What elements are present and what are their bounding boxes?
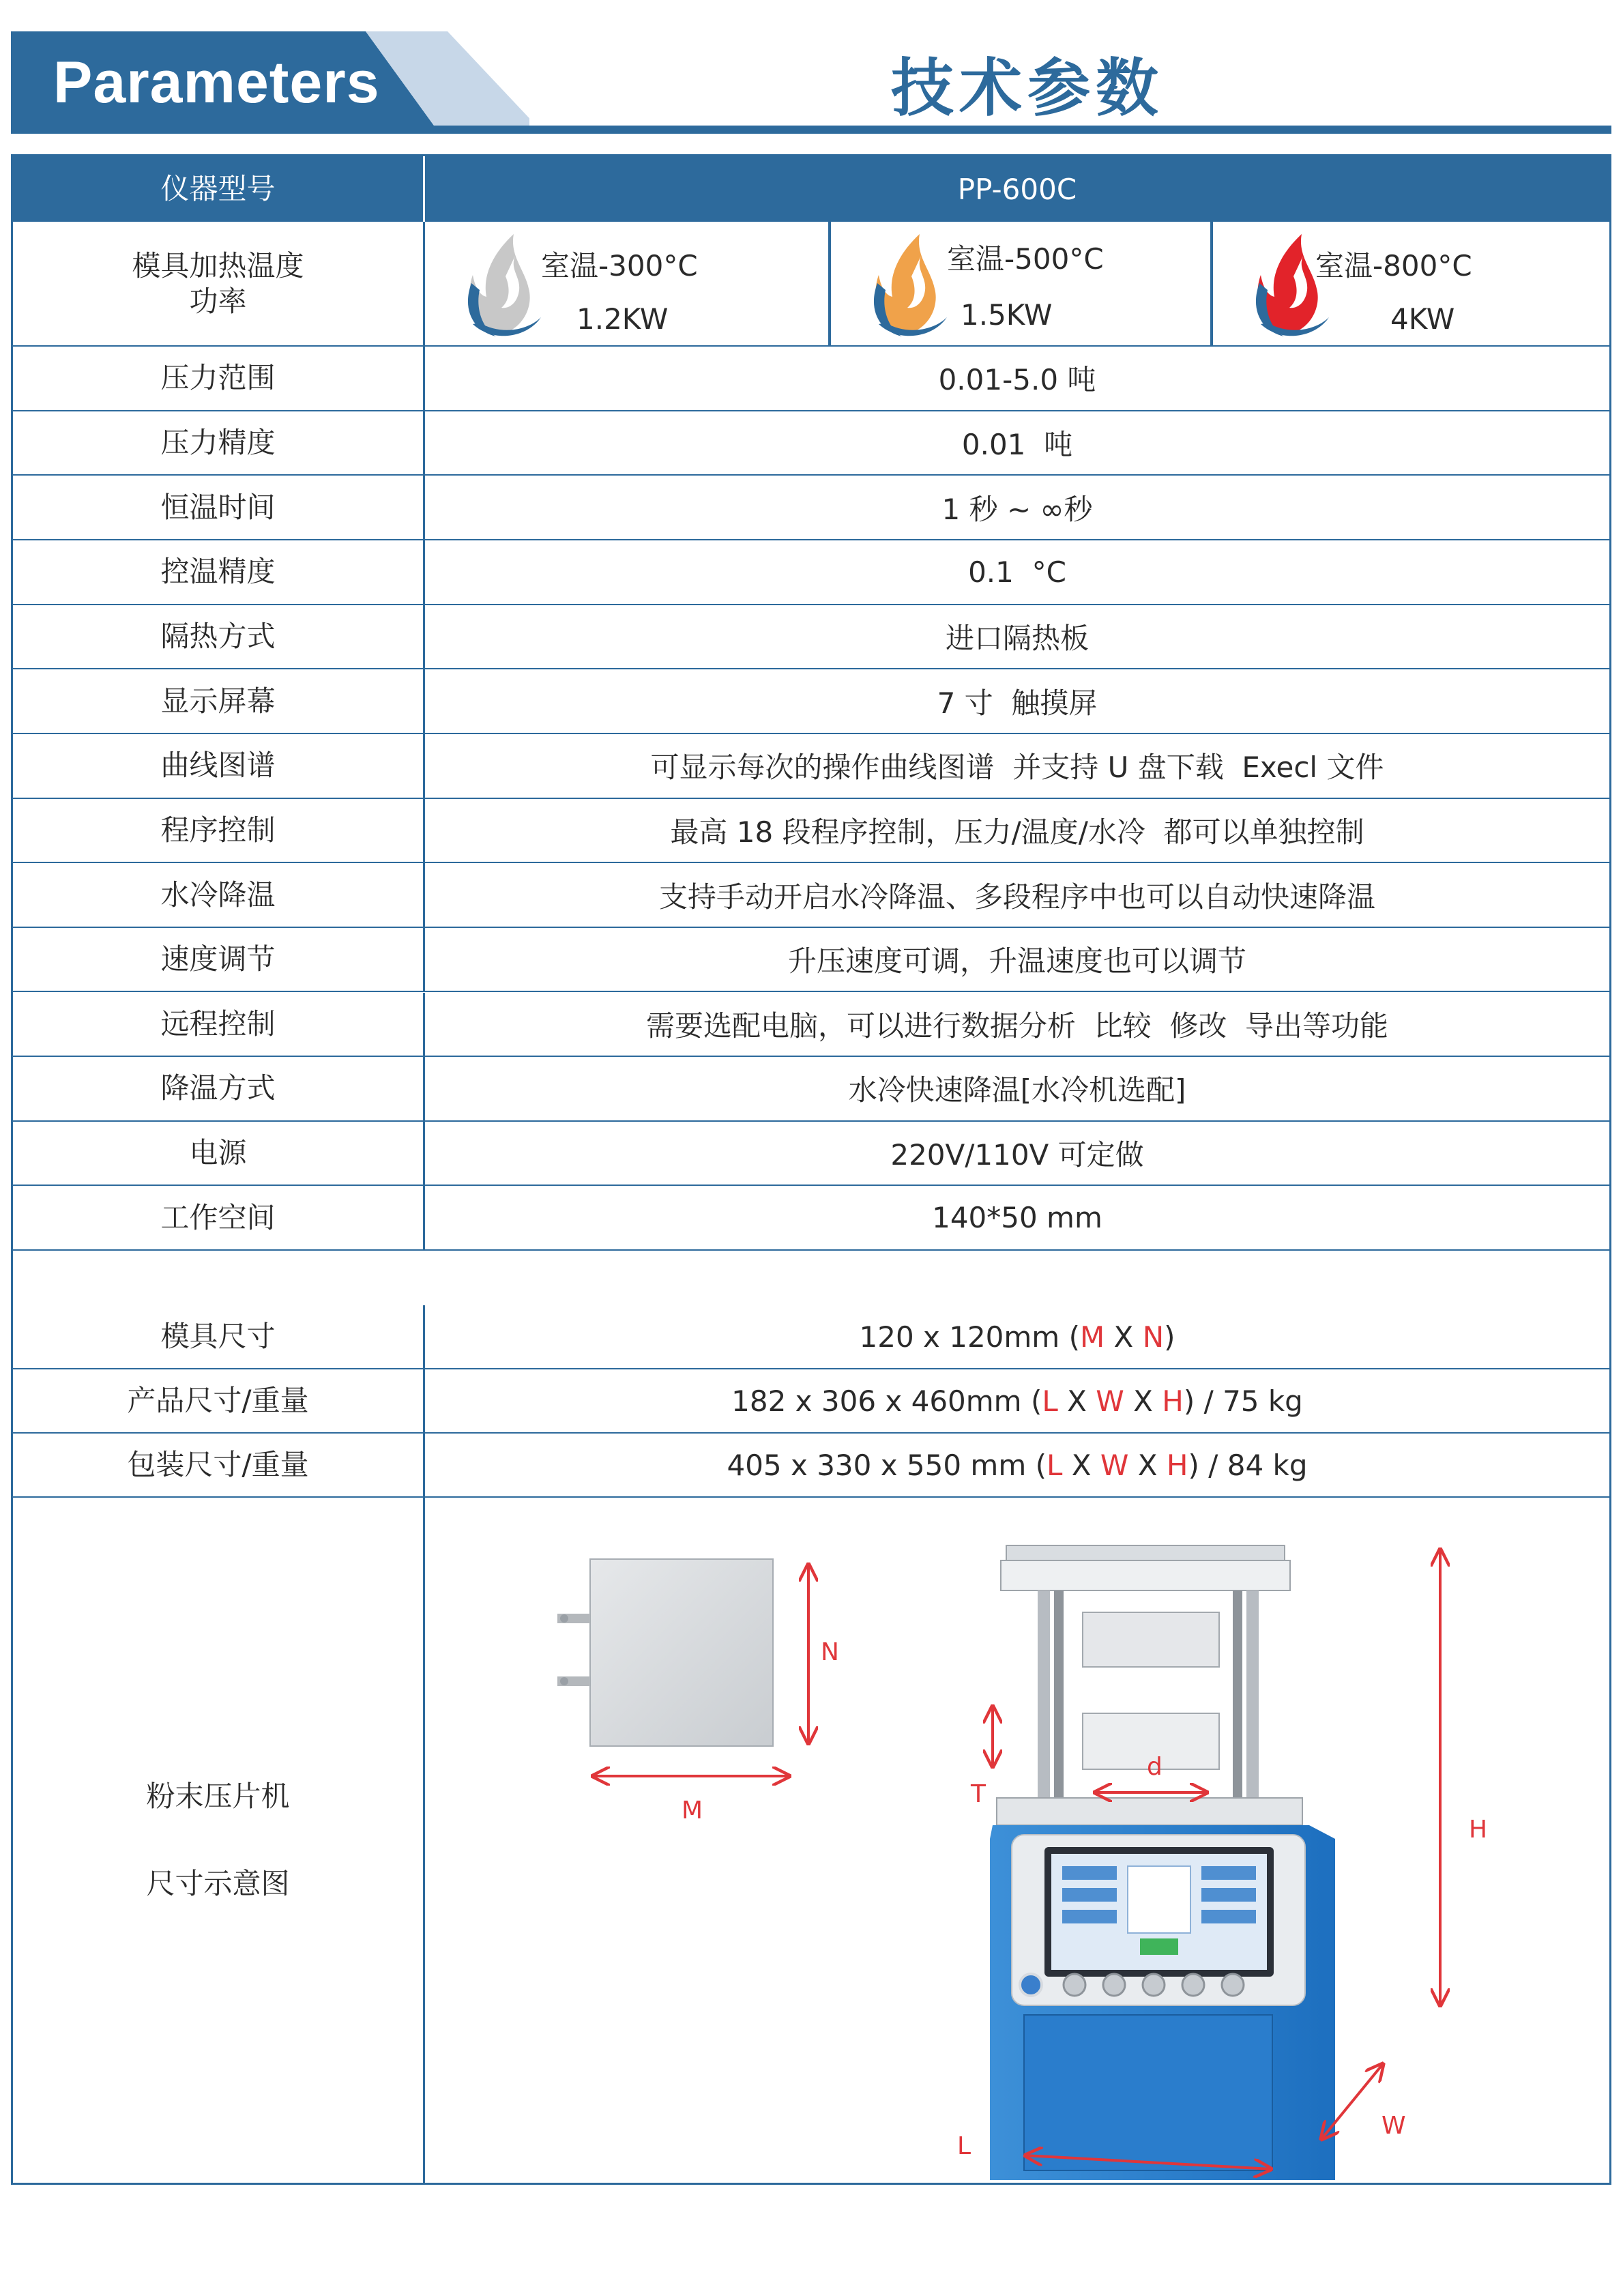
product-suffix: ) / 75 kg xyxy=(1183,1384,1303,1418)
dim-t-label: T xyxy=(971,1780,986,1808)
heat-label-line2: 功率 xyxy=(189,284,247,318)
table-row xyxy=(13,993,1609,1058)
product-row xyxy=(13,1369,1609,1434)
parameters-table xyxy=(11,154,1611,2185)
package-x1: X xyxy=(1062,1448,1100,1482)
dim-h-label: H xyxy=(1469,1816,1488,1844)
row-value: 升压速度可调，升温速度也可以调节 xyxy=(787,944,1246,978)
heat-power-1: 1.2KW xyxy=(576,302,669,336)
mold-value xyxy=(425,1305,1609,1368)
product-prefix: 182 x 306 x 460mm ( xyxy=(731,1384,1042,1418)
table-row xyxy=(13,347,1609,411)
table-row xyxy=(13,605,1609,670)
table-row xyxy=(13,540,1609,605)
row-value: 1 秒 ~ ∞秒 xyxy=(941,492,1093,526)
table-row xyxy=(13,1186,1609,1251)
product-value xyxy=(425,1369,1609,1432)
mold-suffix: ) xyxy=(1164,1320,1175,1354)
row-value: 0.1 °C xyxy=(968,555,1066,589)
product-x2: X xyxy=(1124,1384,1163,1418)
table-row xyxy=(13,928,1609,993)
dim-n-label: N xyxy=(821,1638,839,1666)
heat-options xyxy=(425,222,1609,345)
table-row xyxy=(13,863,1609,928)
heat-temp-3: 室温-800°C xyxy=(1315,249,1472,282)
product-x1: X xyxy=(1057,1384,1096,1418)
table-row xyxy=(13,734,1609,799)
heat-label xyxy=(13,222,425,345)
heat-power-2: 1.5KW xyxy=(961,298,1053,332)
dimension-diagram xyxy=(425,1498,1609,2183)
product-h: H xyxy=(1162,1384,1184,1418)
package-w: W xyxy=(1100,1448,1129,1482)
row-label: 电源 xyxy=(13,1122,425,1185)
row-value: 最高 18 段程序控制，压力/温度/水冷 都可以单独控制 xyxy=(670,815,1364,849)
heat-label-line1: 模具加热温度 xyxy=(132,248,304,282)
product-w: W xyxy=(1096,1384,1124,1418)
title-cn: 技术参数 xyxy=(891,52,1165,125)
row-value: 水冷快速降温[水冷机选配] xyxy=(848,1073,1186,1107)
mold-n: N xyxy=(1142,1320,1165,1354)
row-label: 控温精度 xyxy=(13,540,425,604)
dim-w-label: W xyxy=(1381,2112,1406,2140)
row-label: 显示屏幕 xyxy=(13,669,425,733)
package-x2: X xyxy=(1128,1448,1167,1482)
row-label: 隔热方式 xyxy=(13,605,425,669)
press-machine xyxy=(990,1545,1335,2180)
dim-d-label: d xyxy=(1147,1753,1163,1781)
heat-power-3: 4KW xyxy=(1390,302,1455,336)
flame-gray-icon xyxy=(466,229,541,338)
row-label: 速度调节 xyxy=(13,928,425,991)
heat-temp-1: 室温-300°C xyxy=(541,249,698,282)
package-label: 包装尺寸/重量 xyxy=(13,1434,425,1496)
heat-option-3 xyxy=(1213,222,1611,345)
row-label: 水冷降温 xyxy=(13,863,425,927)
table-header-row xyxy=(13,156,1609,222)
model-label: 仪器型号 xyxy=(13,156,425,222)
mold-m: M xyxy=(1079,1320,1105,1354)
dim-m-label: M xyxy=(682,1797,703,1825)
table-row xyxy=(13,476,1609,540)
product-label: 产品尺寸/重量 xyxy=(13,1369,425,1432)
package-l: L xyxy=(1047,1448,1063,1482)
row-value: 140*50 mm xyxy=(932,1201,1102,1235)
heat-temp-2: 室温-500°C xyxy=(947,242,1104,276)
row-label: 降温方式 xyxy=(13,1057,425,1120)
row-label: 压力范围 xyxy=(13,347,425,410)
product-l: L xyxy=(1042,1384,1058,1418)
header-rule xyxy=(11,126,1611,134)
mold-plate xyxy=(557,1559,773,1746)
table-row xyxy=(13,411,1609,476)
diagram-label-line1: 粉末压片机 xyxy=(146,1779,290,1813)
row-value: 可显示每次的操作曲线图谱 并支持 U 盘下载 Execl 文件 xyxy=(650,751,1384,785)
diagram-drawing xyxy=(425,1498,1609,2183)
row-label: 工作空间 xyxy=(13,1186,425,1249)
table-row xyxy=(13,799,1609,864)
model-value: PP-600C xyxy=(957,172,1077,206)
page-header xyxy=(11,31,1611,134)
table-row xyxy=(13,1057,1609,1122)
mold-label: 模具尺寸 xyxy=(13,1305,425,1368)
package-prefix: 405 x 330 x 550 mm ( xyxy=(727,1448,1047,1482)
table-row xyxy=(13,669,1609,734)
title-tab xyxy=(11,31,529,128)
row-label: 曲线图谱 xyxy=(13,734,425,798)
package-row xyxy=(13,1434,1609,1498)
package-value xyxy=(425,1434,1609,1496)
heat-option-1 xyxy=(425,222,831,345)
flame-orange-icon xyxy=(872,229,947,338)
row-value: 0.01 吨 xyxy=(961,427,1073,461)
row-label: 恒温时间 xyxy=(13,476,425,539)
diagram-label-line2: 尺寸示意图 xyxy=(146,1867,290,1900)
mold-prefix: 120 x 120mm ( xyxy=(859,1320,1080,1354)
row-value: 进口隔热板 xyxy=(945,621,1089,655)
row-value: 支持手动开启水冷降温、多段程序中也可以自动快速降温 xyxy=(658,880,1375,914)
diagram-label xyxy=(13,1498,425,2183)
heat-option-2 xyxy=(831,222,1213,345)
mold-row xyxy=(13,1305,1609,1369)
diagram-row xyxy=(13,1498,1609,2183)
row-label: 远程控制 xyxy=(13,993,425,1056)
heat-row xyxy=(13,222,1609,347)
row-value: 0.01-5.0 吨 xyxy=(938,363,1096,397)
mold-x: X xyxy=(1105,1320,1143,1354)
row-label: 压力精度 xyxy=(13,411,425,475)
dim-l-label: L xyxy=(957,2132,971,2160)
package-h: H xyxy=(1166,1448,1188,1482)
package-suffix: ) / 84 kg xyxy=(1188,1448,1308,1482)
row-value: 220V/110V 可定做 xyxy=(890,1138,1144,1172)
title-en: Parameters xyxy=(53,50,380,115)
table-row xyxy=(13,1122,1609,1187)
row-label: 程序控制 xyxy=(13,799,425,862)
row-value: 7 寸 触摸屏 xyxy=(937,686,1098,720)
row-value: 需要选配电脑，可以进行数据分析 比较 修改 导出等功能 xyxy=(645,1008,1389,1043)
